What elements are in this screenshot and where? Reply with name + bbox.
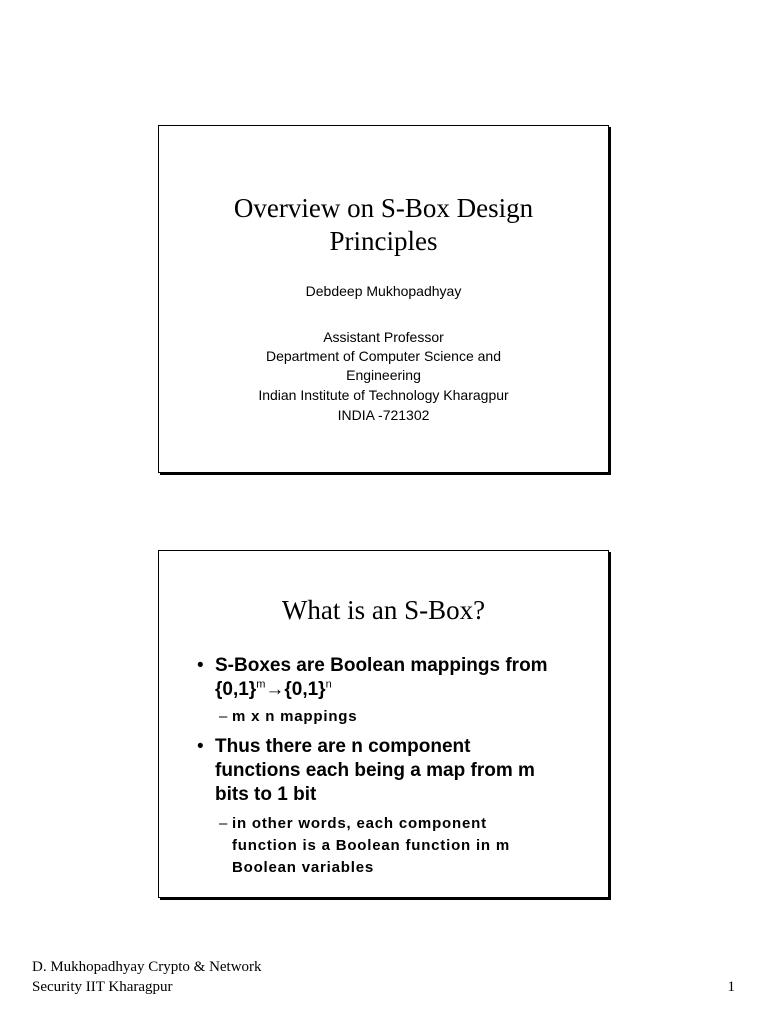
sub-item-2 <box>197 813 597 879</box>
slide-what-is-sbox <box>158 550 609 898</box>
bullet-item-1 <box>197 654 597 702</box>
author-name: Debdeep Mukhopadhyay <box>305 283 462 299</box>
bullet2-line3: bits to 1 bit <box>215 784 317 805</box>
bullet-item-2 <box>197 735 597 807</box>
department-line-1: Department of Computer Science and <box>265 348 501 364</box>
bullet-dot-icon: • <box>197 736 204 757</box>
sub-item-2-line1: in other words, each component <box>232 815 487 832</box>
footer-course-info <box>32 957 262 997</box>
bullet2-line1: Thus there are n component <box>215 736 471 757</box>
footer-line-2: Security IIT Kharagpur <box>32 979 173 995</box>
institute-name: Indian Institute of Technology Kharagpur <box>258 387 509 403</box>
department-line-2: Engineering <box>346 367 421 383</box>
right-arrow-icon: → <box>265 679 285 700</box>
bullet1-sup-n: n <box>325 678 332 691</box>
bullet1-set1: {0,1} <box>215 679 257 700</box>
dash-icon: – <box>219 815 229 832</box>
slide-title <box>158 125 609 473</box>
bullet2-line2: functions each being a map from m <box>215 760 535 781</box>
affiliation-block <box>159 327 608 425</box>
sub-item-2-line3: Boolean variables <box>232 859 374 876</box>
page-number: 1 <box>727 979 735 995</box>
title-line-2: Principles <box>329 226 438 256</box>
sub-item-1 <box>197 706 597 728</box>
sub-item-2-line2: function is a Boolean function in m <box>232 837 510 854</box>
footer-line-1: D. Mukhopadhyay Crypto & Network <box>32 959 262 975</box>
institute-location: INDIA -721302 <box>337 407 430 423</box>
title-line-1: Overview on S-Box Design <box>233 193 534 223</box>
slide-title-heading <box>159 192 608 258</box>
bullet1-line1: S-Boxes are Boolean mappings from <box>215 655 548 676</box>
bullet1-sup-m: m <box>256 678 266 691</box>
bullet-dot-icon: • <box>197 655 204 676</box>
sub-item-1-text: m x n mappings <box>232 708 358 725</box>
dash-icon: – <box>219 708 229 725</box>
slide2-heading: What is an S-Box? <box>281 595 486 625</box>
author-role: Assistant Professor <box>323 329 444 345</box>
bullet1-set2: {0,1} <box>284 679 326 700</box>
bullet-list <box>197 654 597 879</box>
